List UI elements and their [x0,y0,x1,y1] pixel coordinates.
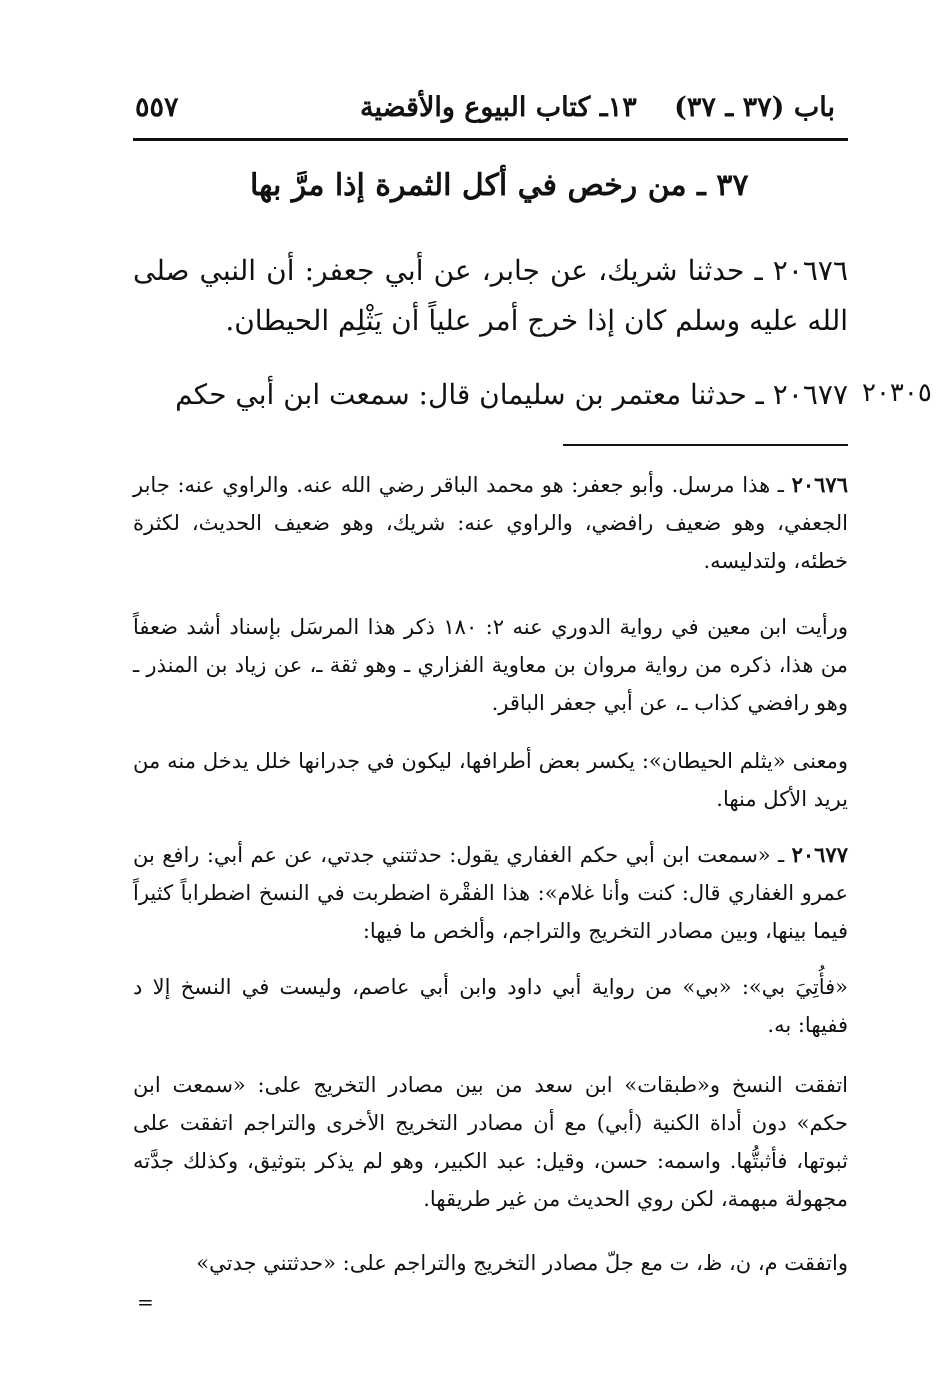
footnote-paragraph [133,608,848,722]
footnote-text: ـ «سمعت ابن أبي حكم الغفاري يقول: حدثتني جدتي، عن عم أبي: رافع بن عمرو الغفاري قال: كنت وأنا غلام»: هذا الفقْرة اضطربت في النسخ اضطراباً كثيراً فيما بينها، وبين مصادر التخريج والتراجم، وألخص ما فيها: [133,843,848,943]
running-header-chapter: باب (٣٧ ـ ٣٧) [674,92,835,123]
footnote-text: «فأُتِيَ بي»: «بي» من رواية أبي داود وابن أبي عاصم، وليست في النسخ إلا د ففيها: به. [133,975,848,1037]
footnote-paragraph [133,968,848,1044]
section-title: ٣٧ ـ من رخص في أكل الثمرة إذا مرَّ بها [250,168,749,203]
hadith-20677: ٢٠٦٧٧ ـ حدثنا معتمر بن سليمان قال: سمعت ابن أبي حكم [175,378,848,411]
footnote-text: اتفقت النسخ و«طبقات» ابن سعد من بين مصادر التخريج على: «سمعت ابن حكم» دون أداة الكنية (أبي) مع أن مصادر التخريج الأخرى والتراجم اتفقت على ثبوتها، فأثبتُّها. واسمه: حسن، وقيل: عبد الكبير، وهو لم يذكر بتوثيق، وكذلك جدَّته مجهولة مبهمة، لكن روي الحديث من غير طريقها. [133,1073,848,1211]
footnote-paragraph [133,466,848,580]
footnote-paragraph [133,1066,848,1218]
footnote-rule [563,444,848,446]
footnote-paragraph [133,836,848,950]
footnote-number: ٢٠٦٧٦ [791,472,848,497]
footnote-paragraph [133,742,848,818]
footnote-paragraph [133,1244,848,1282]
hadith-20676: ٢٠٦٧٦ ـ حدثنا شريك، عن جابر، عن أبي جعفر: أن النبي صلى الله عليه وسلم كان إذا خرج أمر علياً أن يَثْلِم الحيطان. [133,254,848,337]
header-rule [133,138,848,141]
footnote-text: ـ هذا مرسل. وأبو جعفر: هو محمد الباقر رضي الله عنه. والراوي عنه: جابر الجعفي، وهو ضعيف رافضي، والراوي عنه: شريك، وهو ضعيف الحديث، لكثرة خطئه، ولتدليسه. [133,473,848,573]
running-header-book: ١٣ـ كتاب البيوع والأقضية [360,92,637,123]
footnote-number: ٢٠٦٧٧ [791,842,848,867]
margin-number: ٢٠٣٠٥ [862,378,932,408]
continuation-mark: = [137,1290,154,1314]
footnote-text: ومعنى «يثلم الحيطان»: يكسر بعض أطرافها، ليكون في جدرانها خلل يدخل منه من يريد الأكل منها. [133,749,848,811]
footnote-text: واتفقت م، ن، ظ، ت مع جلّ مصادر التخريج والتراجم على: «حدثتني جدتي» [196,1251,848,1275]
footnote-text: ورأيت ابن معين في رواية الدوري عنه ٢: ١٨٠ ذكر هذا المرسَل بإسناد أشد ضعفاً من هذا، ذكره من رواية مروان بن معاوية الفزاري ـ وهو ثقة ـ، عن زياد بن المنذر ـ وهو رافضي كذاب ـ، عن أبي جعفر الباقر. [133,615,848,715]
page-number: ٥٥٧ [135,92,179,123]
